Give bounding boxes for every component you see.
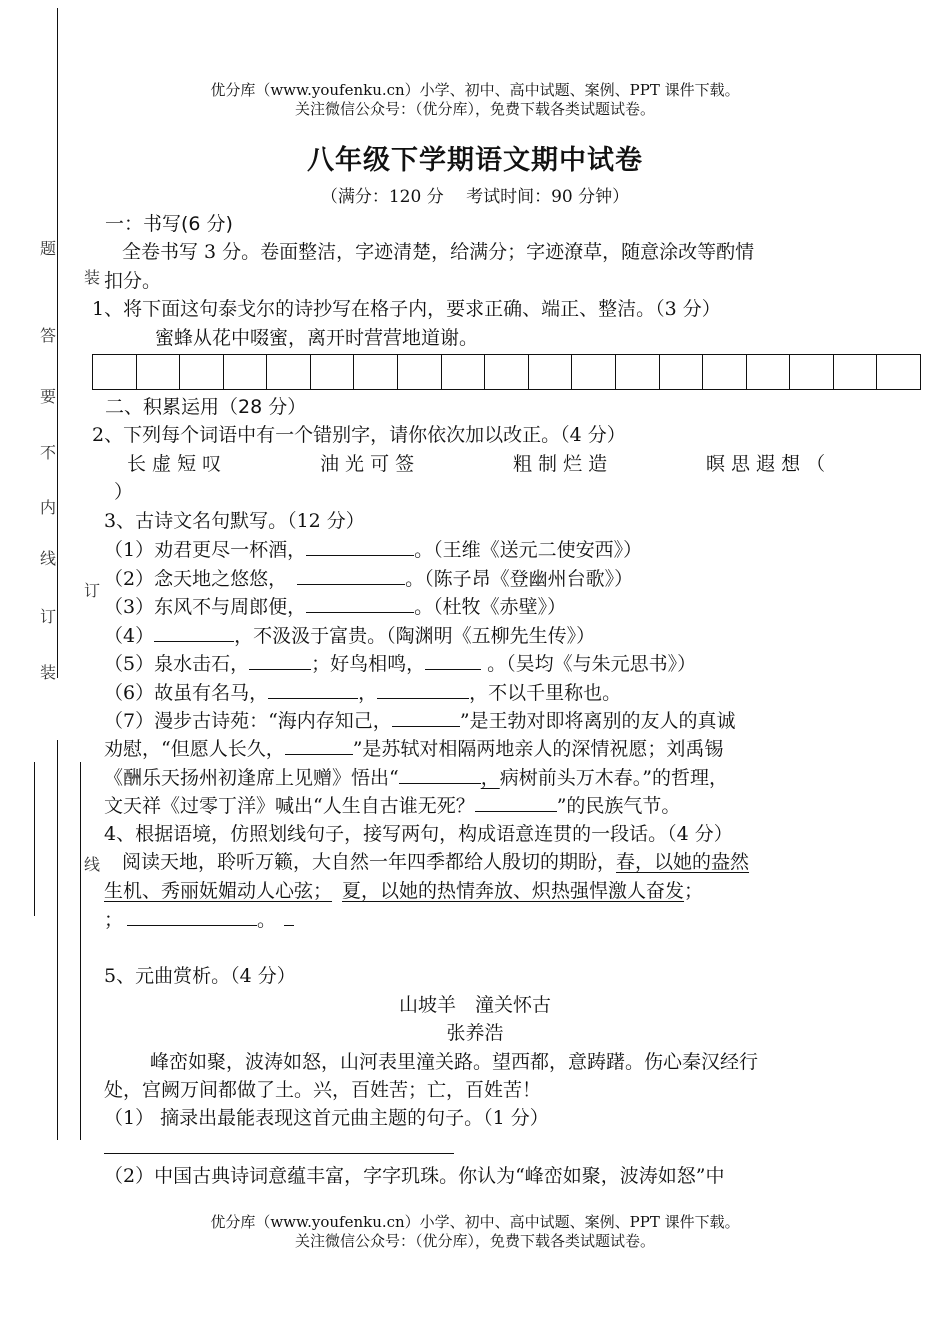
question-1-poem: 蜜蜂从花中啜蜜，离开时营营地道谢。 [155,327,479,349]
margin-xian: 线 [83,855,100,874]
q3-item-5-post: 。（吴均《与朱元思书》） [481,653,697,675]
seal-char-2: 答 [39,326,56,345]
q3-item-7-blank-2[interactable] [285,734,353,755]
q3-item-3-pre: （3）东风不与周郎便， [104,596,307,618]
page-header-line1: 优分库（www.youfenku.cn）小学、初中、高中试题、案例、PPT 课件下载。 [210,81,740,99]
grid-cell[interactable] [660,355,704,389]
q3-item-7-line4 [104,791,680,820]
grid-cell[interactable] [790,355,834,389]
section1-desc-2: 扣分。 [104,270,162,292]
q4-l2b: 夏，以她的热情奔放、炽热强悍激人奋发 [342,880,685,902]
question-4: 4、根据语境，仿照划线句子，接写两句，构成语意连贯的一段话。（4 分） [104,823,733,845]
q3-item-2-pre: （2）念天地之悠悠， [104,568,288,590]
q3-item-7-line3 [104,763,728,792]
section2-heading: 二、积累运用（28 分） [105,396,307,418]
q3-item-3 [104,592,566,621]
margin-zhuang: 装 [83,268,100,287]
section1-desc-1: 全卷书写 3 分。卷面整洁，字迹清楚，给满分；字迹潦草，随意涂改等酌情 [122,241,755,263]
q3-7-l3b: ， [480,767,500,789]
grid-cell[interactable] [137,355,181,389]
q4-l1b: 春，以她的盎然 [616,851,750,873]
q2-word-1: 长 虚 短 叹 [127,453,222,475]
grid-cell[interactable] [442,355,486,389]
q3-item-5-mid: ；好鸟相鸣， [311,653,426,675]
q2-close-paren: ） [114,481,134,503]
q4-line2 [104,877,703,905]
q4-l1a: 阅读天地，聆听万籁，大自然一年四季都给人殷切的期盼， [122,851,617,873]
exam-subtitle: （满分：120 分 考试时间：90 分钟） [320,187,630,207]
seal-char-7: 订 [39,607,56,626]
page-footer-line1: 优分库（www.youfenku.cn）小学、初中、高中试题、案例、PPT 课件下载。 [210,1213,740,1231]
q3-item-7-blank-3[interactable] [399,763,481,784]
grid-cell[interactable] [877,355,920,389]
poem-author: 张养浩 [446,1022,504,1044]
grid-cell[interactable] [834,355,878,389]
q5-sub-2: （2）中国古典诗词意蕴丰富，字字玑珠。你认为“峰峦如聚，波涛如怒”中 [104,1165,725,1187]
q4-l2a: 生机、秀丽妩媚动人心弦； [104,880,333,902]
q3-item-1-blank[interactable] [306,535,414,556]
q3-item-4 [104,621,595,650]
grid-cell[interactable] [616,355,660,389]
q4-line1 [122,848,749,876]
binding-line-left [34,762,35,916]
q3-item-7-line2 [104,734,723,763]
q3-item-5-blank-1[interactable] [249,649,311,670]
grid-cell[interactable] [354,355,398,389]
grid-cell[interactable] [398,355,442,389]
grid-cell[interactable] [311,355,355,389]
question-2: 2、下列每个词语中有一个错别字，请你依次加以改正。（4 分） [92,424,626,446]
q4-line3 [104,905,294,934]
poem-line-2: 处，宫阙万间都做了土。兴，百姓苦；亡，百姓苦！ [104,1079,542,1101]
seal-char-8: 装 [39,663,56,682]
grid-cell[interactable] [572,355,616,389]
question-3: 3、古诗文名句默写。（12 分） [104,510,365,532]
grid-cell[interactable] [747,355,791,389]
poem-title: 山坡羊 潼关怀古 [398,994,551,1016]
q3-7-l1b: ”是王勃对即将离别的友人的真诚 [459,710,736,732]
q3-item-1-pre: （1）劝君更尽一杯酒， [104,539,307,561]
question-5: 5、元曲赏析。（4 分） [104,965,296,987]
q4-blank-tail[interactable] [284,905,294,926]
binding-line-inner [80,762,81,1140]
q3-item-7-line1 [104,706,736,735]
q3-7-l3c: 病树前头万木春。”的哲理， [499,767,728,789]
q5-sub-1: （1） 摘录出最能表现这首元曲主题的句子。（1 分） [104,1107,549,1129]
q3-item-6-mid: ， [358,682,378,704]
grid-cell[interactable] [485,355,529,389]
section1-heading: 一：书写(6 分) [105,213,233,235]
grid-cell[interactable] [180,355,224,389]
q3-7-l4b: ”的民族气节。 [556,795,681,817]
q3-item-1-post: 。（王维《送元二使安西》） [414,539,643,561]
q2-word-4: 暝 思 遐 想 （ [706,453,826,475]
q3-item-6-pre: （6）故虽有名马， [104,682,269,704]
q4-l2c: ； [684,880,704,902]
q3-item-5-blank-2[interactable] [425,649,481,670]
q3-7-l4a: 文天祥《过零丁洋》喊出“人生自古谁无死？ [104,795,475,817]
q3-item-2-post: 。（陈子昂《登幽州台歌》） [405,568,634,590]
q3-item-7-blank-4[interactable] [475,791,557,812]
q3-item-3-post: 。（杜牧《赤壁》） [414,596,567,618]
q3-item-6 [104,678,621,707]
q3-item-5-pre: （5）泉水击石， [104,653,250,675]
q4-l3b: 。 [257,909,277,931]
q2-word-2: 油 光 可 签 [320,453,415,475]
q4-l3a: ； [104,909,124,931]
q3-7-l3a: 《酬乐天扬州初逢席上见赠》悟出“ [104,767,399,789]
q3-item-3-blank[interactable] [306,592,414,613]
seal-char-6: 线 [39,549,56,568]
q3-item-6-blank-1[interactable] [268,678,358,699]
grid-cell[interactable] [703,355,747,389]
q3-item-5 [104,649,696,678]
seal-char-1: 题 [39,239,56,258]
q3-7-l1a: （7）漫步古诗苑：“海内存知己， [104,710,392,732]
q2-word-3: 粗 制 烂 造 [513,453,608,475]
q3-item-6-post: ，不以千里称也。 [469,682,622,704]
q3-7-l2a: 劝慰，“但愿人长久， [104,738,285,760]
question-1: 1、将下面这句泰戈尔的诗抄写在格子内，要求正确、端正、整洁。（3 分） [92,298,721,320]
q4-blank[interactable] [127,905,257,926]
q3-item-2 [104,564,633,593]
seal-char-4: 不 [39,443,56,462]
writing-grid[interactable] [92,354,921,390]
q3-item-7-blank-1[interactable] [392,706,460,727]
q3-item-1 [104,535,642,564]
seal-char-5: 内 [39,498,56,517]
q3-item-4-blank[interactable] [154,621,234,642]
grid-cell[interactable] [529,355,573,389]
page-footer-line2: 关注微信公众号：（优分库），免费下载各类试题试卷。 [294,1232,655,1250]
grid-cell[interactable] [93,355,137,389]
binding-line-bottom [57,740,58,1140]
q3-7-l2b: ”是苏轼对相隔两地亲人的深情祝愿；刘禹锡 [352,738,724,760]
q5-sub-1-answer-line[interactable] [104,1153,454,1154]
seal-char-3: 要 [39,387,56,406]
page-header-line2: 关注微信公众号：（优分库），免费下载各类试题试卷。 [294,100,655,118]
margin-ding: 订 [83,581,100,600]
grid-cell[interactable] [224,355,268,389]
q3-item-4-pre: （4） [104,625,155,647]
q3-item-4-post: ，不汲汲于富贵。（陶渊明《五柳先生传》） [234,625,596,647]
grid-cell[interactable] [267,355,311,389]
q3-item-2-blank[interactable] [297,564,405,585]
exam-title: 八年级下学期语文期中试卷 [307,145,643,176]
poem-line-1: 峰峦如聚，波涛如怒，山河表里潼关路。望西都，意踌躇。伤心秦汉经行 [150,1051,759,1073]
q3-item-6-blank-2[interactable] [377,678,469,699]
